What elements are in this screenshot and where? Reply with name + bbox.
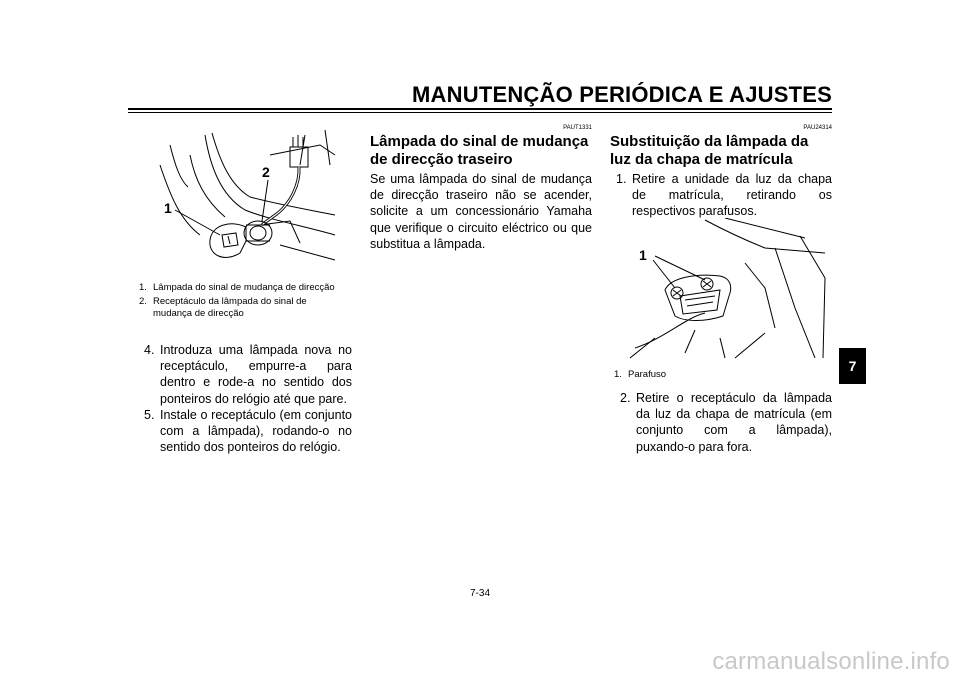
- turn-signal-bulb-figure: [150, 125, 340, 275]
- section-heading: Lâmpada do sinal de mudança de direcção traseiro: [370, 133, 589, 168]
- header-rule: [128, 108, 832, 110]
- step-number: 1.: [616, 172, 627, 186]
- steps-right-1: [616, 171, 832, 220]
- callout-1: 1: [164, 200, 172, 216]
- caption-number: 1.: [139, 282, 147, 293]
- step-number: 2.: [620, 391, 631, 405]
- page-title: MANUTENÇÃO PERIÓDICA E AJUSTES: [412, 82, 832, 107]
- license-plate-light-figure: [625, 218, 830, 363]
- figure-right-caption: [614, 369, 814, 383]
- list-item: [620, 390, 832, 455]
- caption-number: 1.: [614, 369, 622, 380]
- watermark: carmanualsonline.info: [712, 648, 950, 675]
- section-code: PAU24314: [803, 125, 832, 131]
- section-body: Se uma lâmpada do sinal de mudança de direcção traseiro não se acender, solicite a um concessionário Yamaha que verifique o circuito eléctrico ou que substitua a lâmpada.: [370, 172, 592, 251]
- list-item: [616, 171, 832, 220]
- steps-left: [144, 342, 352, 455]
- step-text: Instale o receptáculo (em conjunto com a lâmpada), rodando-o no sentido dos ponteiros do relógio.: [160, 407, 352, 455]
- step-number: 4.: [144, 343, 155, 357]
- caption-number: 2.: [139, 296, 147, 307]
- step-number: 5.: [144, 407, 155, 422]
- step-text: Retire o receptáculo da lâmpada da luz da chapa de matrícula (em conjunto com a lâmpada), puxando-o para fora.: [636, 391, 832, 454]
- list-item: [144, 342, 352, 407]
- section-heading: Substituição da lâmpada da luz da chapa de matrícula: [610, 133, 809, 168]
- step-text: Introduza uma lâmpada nova no receptáculo, empurre-a para dentro e rode-a no sentido dos ponteiros do relógio até que pare.: [160, 343, 352, 406]
- step-text: Retire a unidade da luz da chapa de matrícula, retirando os respectivos parafusos.: [632, 172, 832, 219]
- caption-text: Receptáculo da lâmpada do sinal de mudança de direcção: [153, 296, 307, 319]
- page-number: 7-34: [469, 588, 490, 599]
- steps-right-2: [620, 390, 832, 455]
- list-item: [144, 407, 352, 456]
- caption-item: [139, 296, 339, 320]
- caption-item: [614, 369, 814, 381]
- caption-text: Parafuso: [628, 369, 667, 380]
- header-rule-thin: [128, 112, 832, 113]
- callout-2: 2: [262, 164, 270, 180]
- figure-left-captions: [139, 282, 339, 322]
- caption-item: [139, 282, 339, 294]
- chapter-tab: 7: [839, 348, 866, 384]
- caption-text: Lâmpada do sinal de mudança de direcção: [153, 282, 335, 293]
- section-code: PAUT1331: [563, 125, 592, 131]
- callout-1: 1: [639, 247, 647, 263]
